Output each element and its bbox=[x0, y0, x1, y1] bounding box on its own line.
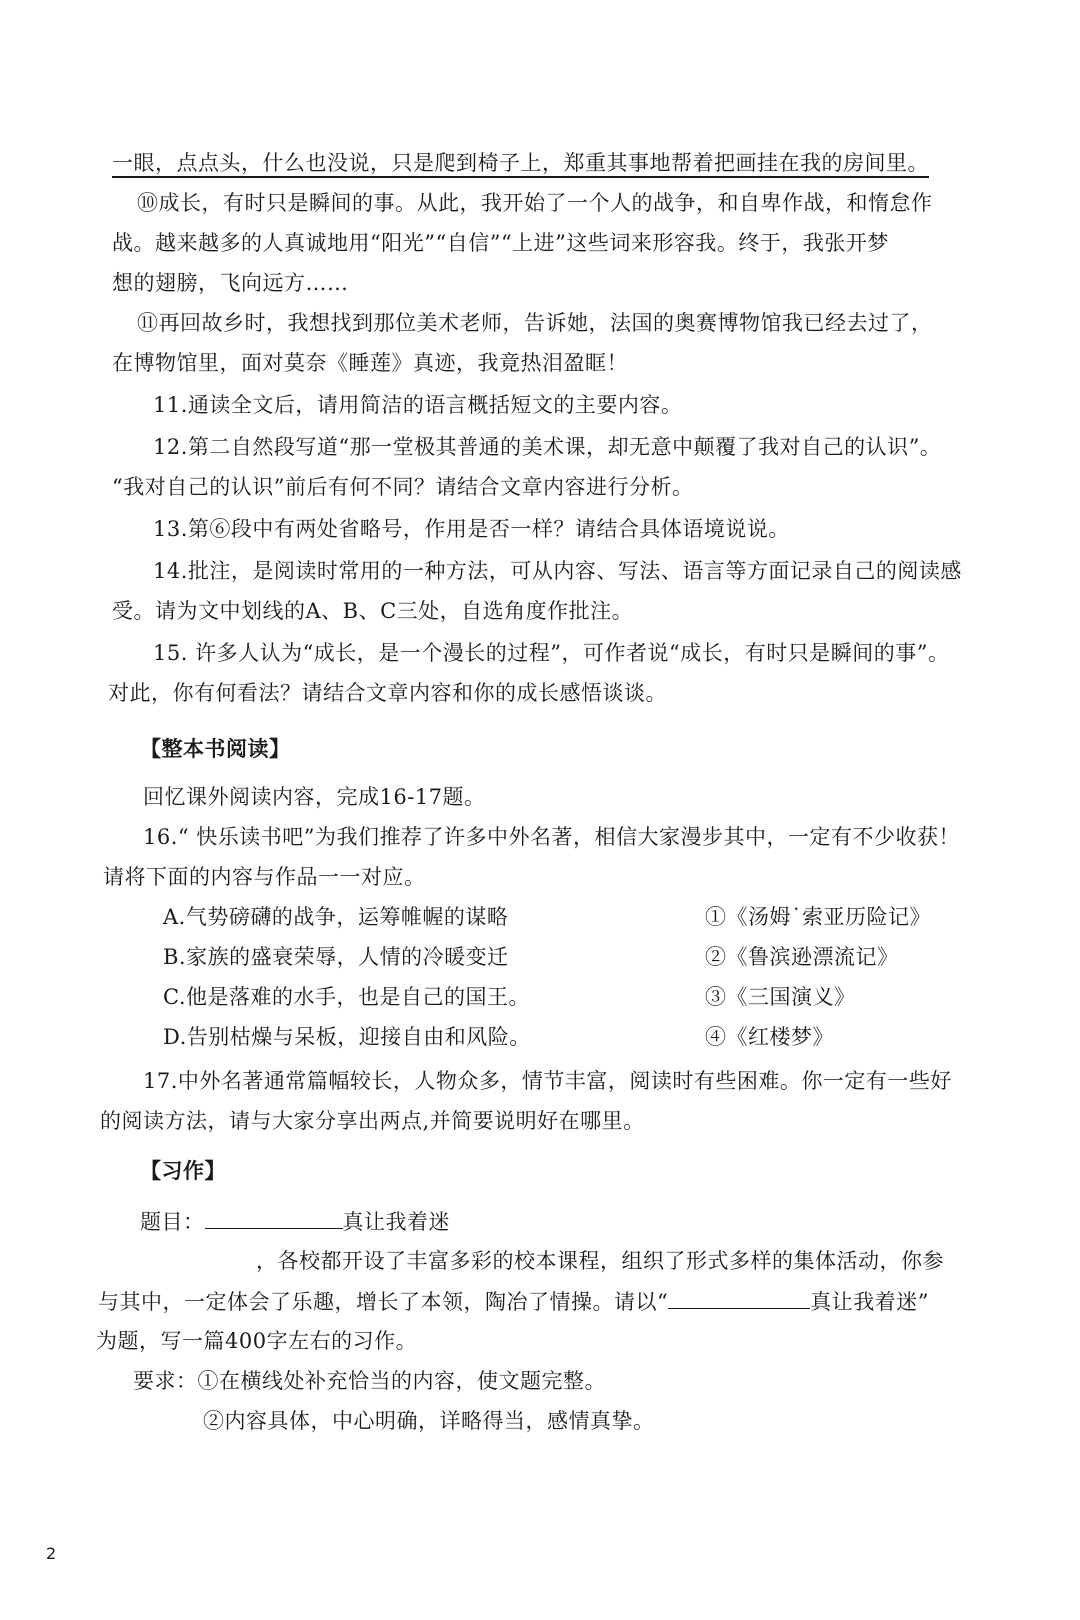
question-14-line-1: 14.批注，是阅读时常用的一种方法，可从内容、写法、语言等方面记录自己的阅读感 bbox=[153, 559, 962, 583]
match-book-3: ③《三国演义》 bbox=[705, 985, 856, 1009]
paragraph-10-line-2: 战。越来越多的人真诚地用“阳光”“自信”“上进”这些词来形容我。终于，我张开梦 bbox=[112, 231, 889, 255]
paragraph-11-line-2: 在博物馆里，面对莫奈《睡莲》真迹，我竟热泪盈眶！ bbox=[112, 351, 628, 375]
question-17-line-1: 17.中外名著通常篇幅较长，人物众多，情节丰富，阅读时有些困难。你一定有一些好 bbox=[143, 1069, 952, 1093]
whole-book-intro: 回忆课外阅读内容，完成16-17题。 bbox=[143, 785, 486, 809]
match-book-4: ④《红楼梦》 bbox=[705, 1025, 834, 1049]
prompt-blank-line bbox=[668, 1286, 810, 1309]
paragraph-10-line-1: ⑩成长，有时只是瞬间的事。从此，我开始了一个人的战争，和自卑作战，和惰怠作 bbox=[137, 191, 933, 215]
match-item-b: B.家族的盛衰荣辱，人情的冷暖变迁 bbox=[163, 945, 509, 969]
writing-title bbox=[140, 1206, 450, 1237]
writing-title-prefix: 题目： bbox=[140, 1210, 205, 1234]
writing-title-suffix: 真让我着迷 bbox=[342, 1210, 450, 1234]
question-16-line-1: 16.“ 快乐读书吧”为我们推荐了许多中外名著，相信大家漫步其中，一定有不少收获！ bbox=[143, 825, 961, 849]
passage-underlined-line: 一眼，点点头，什么也没说，只是爬到椅子上，郑重其事地帮着把画挂在我的房间里。 bbox=[112, 151, 929, 175]
title-blank-line bbox=[205, 1206, 343, 1229]
page-number: 2 bbox=[46, 1544, 57, 1563]
question-13: 13.第⑥段中有两处省略号，作用是否一样？请结合具体语境说说。 bbox=[153, 517, 790, 541]
match-item-d: D.告别枯燥与呆板，迎接自由和风险。 bbox=[163, 1025, 531, 1049]
question-15-line-1: 15. 许多人认为“成长，是一个漫长的过程”，可作者说“成长，有时只是瞬间的事”。 bbox=[153, 641, 950, 665]
writing-body-line-1: ，各校都开设了丰富多彩的校本课程，组织了形式多样的集体活动，你参 bbox=[256, 1249, 944, 1273]
paragraph-11-line-1: ⑪再回故乡时，我想找到那位美术老师，告诉她，法国的奥赛博物馆我已经去过了， bbox=[137, 311, 933, 335]
section-heading-writing: 【习作】 bbox=[140, 1159, 226, 1183]
writing-body-line-2-start: 与其中，一定体会了乐趣，增长了本领，陶冶了情操。请以“ bbox=[98, 1290, 669, 1314]
question-17-line-2: 的阅读方法，请与大家分享出两点,并简要说明好在哪里。 bbox=[100, 1109, 645, 1133]
match-book-1: ①《汤姆˙索亚历险记》 bbox=[705, 905, 931, 929]
question-15-line-2: 对此，你有何看法？请结合文章内容和你的成长感悟谈谈。 bbox=[108, 681, 667, 705]
match-book-2: ②《鲁滨逊漂流记》 bbox=[705, 945, 899, 969]
writing-body-line-3: 为题，写一篇400字左右的习作。 bbox=[96, 1329, 418, 1353]
question-12-line-2: “我对自己的认识”前后有何不同？请结合文章内容进行分析。 bbox=[112, 475, 694, 499]
question-14-line-2: 受。请为文中划线的A、B、C三处，自选角度作批注。 bbox=[112, 599, 634, 623]
writing-body-line-2-end: 真让我着迷” bbox=[810, 1290, 929, 1314]
question-11: 11.通读全文后，请用简洁的语言概括短文的主要内容。 bbox=[153, 393, 683, 417]
question-16-line-2: 请将下面的内容与作品一一对应。 bbox=[103, 865, 426, 889]
section-heading-whole-book: 【整本书阅读】 bbox=[140, 737, 291, 761]
question-12-line-1: 12.第二自然段写道“那一堂极其普通的美术课，却无意中颠覆了我对自己的认识”。 bbox=[153, 435, 942, 459]
match-item-a: A.气势磅礴的战争，运筹帷幄的谋略 bbox=[163, 905, 509, 929]
requirement-1: 要求：①在横线处补充恰当的内容，使文题完整。 bbox=[133, 1369, 606, 1393]
match-item-c: C.他是落难的水手，也是自己的国王。 bbox=[163, 985, 530, 1009]
requirement-2: ②内容具体，中心明确，详略得当，感情真挚。 bbox=[203, 1409, 655, 1433]
paragraph-10-line-3: 想的翅膀，飞向远方…… bbox=[112, 271, 349, 295]
writing-body-line-2 bbox=[98, 1286, 929, 1317]
